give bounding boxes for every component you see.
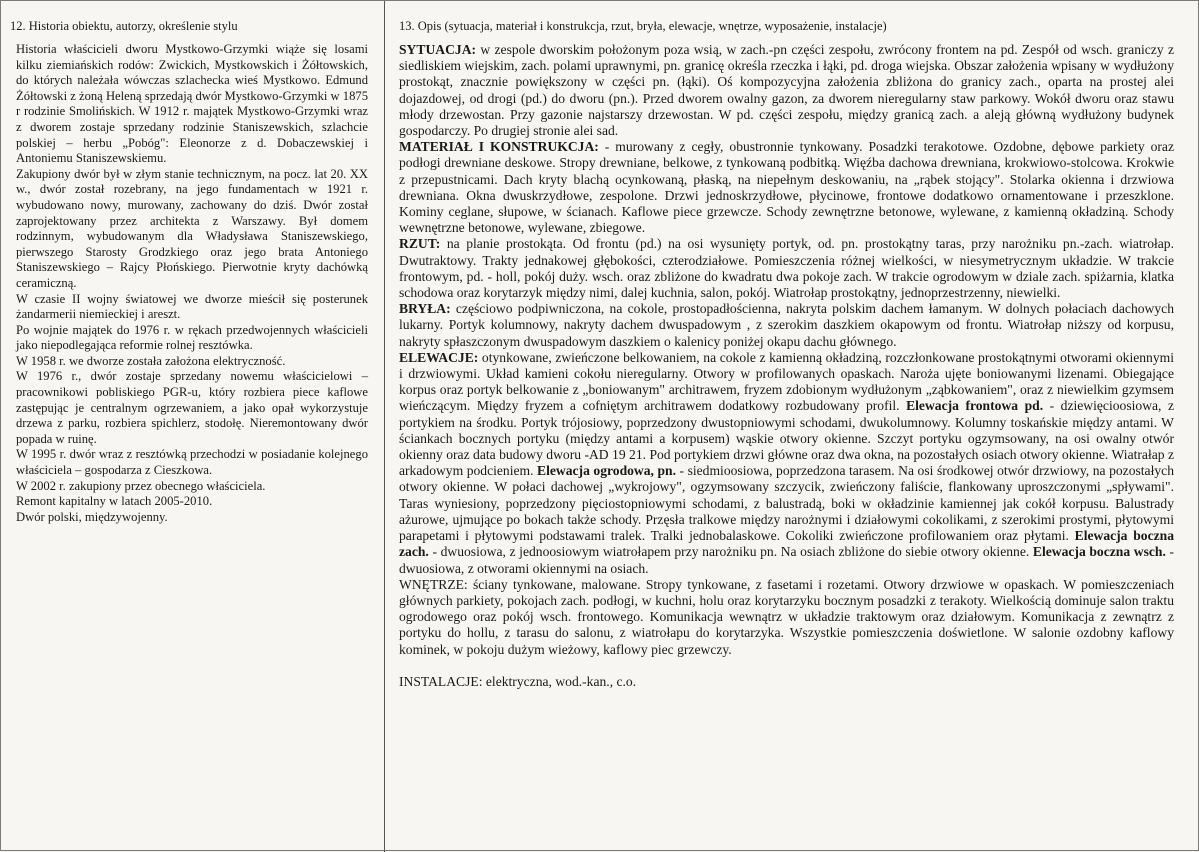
description-heading: 13. Opis (sytuacja, materiał i konstrukcja, rzut, bryła, elewacje, wnętrze, wyposażenie, instalacje) xyxy=(399,19,887,33)
subsection-label: Elewacja ogrodowa, pn. xyxy=(537,463,676,479)
section-material xyxy=(399,139,1174,236)
section-body: na planie prostokąta. Od frontu (pd.) na osi wysunięty portyk, od. pn. prostokątny taras, przy narożniku pn.-zach. wiatrołap. Dwutraktowy. Trakty jednakowej głębokości, czterodziałowe. Pomieszczenia różnej wielkości, w niesymetrycznym układzie. W trakcie frontowym, pd. - holl, pokój duży. wsch. oraz zbliżone do kwadratu dwa pokoje zach. W trakcie ogrodowym w dziale zach. spiżarnia, klatka schodowa oraz korytarzyk między nimi, dalej kuchnia, salon, pokój. Wiatrołap prostokątny, jednoprzestrzenny, niewielki. xyxy=(399,236,1174,301)
section-body: - murowany z cegły, obustronnie tynkowany. Posadzki terakotowe. Ozdobne, dębowe parkiety oraz podłogi drewniane deskowe. Stropy drewniane, belkowe, z tynkowaną podbitką. Więźba dachowa drewniana, krokwiowo-stolcowa. Krokwie z przepustnicami. Dach kryty blachą ocynkowaną, płaską, na niepełnym deskowaniu, na „rąbek stojący". Stolarka okienna i drzwiowa drewniana. Okna dwuskrzydłowe, zespolone. Drzwi jednoskrzydłowe, płycinowe, frontowe dodatkowo ornamentowane i przeszklone. Kominy ceglane, słupowe, w ścianach. Kaflowe piece grzewcze. Schody zewnętrzne betonowe, wylewane, z kamienną okładziną. Schody wewnętrzne betonowe, wylewane, zbiegowe. xyxy=(399,139,1174,236)
section-body: częściowo podpiwniczona, na cokole, prostopadłościenna, nakryta polskim dachem łamanym. W dolnych połaciach dachowych lukarny. Portyk kolumnowy, nakryty dachem dwuspadowym , z szerokim daszkiem okapowym od frontu. Wiatrołap niższy od korpusu, nakryty spłaszczonym dwuspadowym daszkiem o kalenicy poniżej okapu dachu głównego. xyxy=(399,301,1174,349)
history-text xyxy=(16,42,368,525)
style-summary: Dwór polski, międzywojenny. xyxy=(16,509,168,524)
history-column xyxy=(1,1,384,852)
section-label: ELEWACJE: xyxy=(399,349,479,365)
section-body: w zespole dworskim położonym poza wsią, w zach.-pn części zespołu, zwrócony frontem na pd. Zespół od wsch. graniczy z siedliskiem wiejskim, zach. polami uprawnymi, pn. granicę określa rzeczka i łąki, pd. droga wiejska. Obszar założenia wpisany w wydłużony prostokąt, znacznie powiększony w części pn. (łąki). Oś kompozycyjna założenia zbliżona do granicy zach., oparta na prostej alei dojazdowej, od drogi (pd.) do dworu (pn.). Przed dworem owalny gazon, za dworem nieregularny staw parkowy. Wokół dworu oraz stawu młody drzewostan. Przy gazonie najstarszy drzewostan. W pd. części zespołu, między granicą zach. a aleją główną wydłużony budynek gospodarczy. Po drugiej stronie alei sad. xyxy=(399,42,1174,139)
section-body: - dwuosiowa, z otworami okiennymi na osiach. xyxy=(399,544,1174,576)
subsection-label: Elewacja boczna wsch. xyxy=(1032,544,1166,560)
section-label: BRYŁA: xyxy=(399,301,451,317)
section-body: - dwuosiowa, z jednoosiowym wiatrołapem przy narożniku pn. Na osiach zbliżone do siebie otwory okienne. xyxy=(428,544,1033,560)
history-paragraph: W 2002 r. zakupiony przez obecnego właściciela. xyxy=(16,478,266,493)
history-paragraph: Remont kapitalny w latach 2005-2010. xyxy=(16,494,213,509)
history-heading: 12. Historia obiektu, autorzy, określenie stylu xyxy=(10,19,238,33)
section-rzut xyxy=(399,236,1174,301)
history-paragraph: W czasie II wojny światowej we dworze mieścił się posterunek żandarmerii niemieckiej i areszt. xyxy=(16,291,368,322)
description-text xyxy=(399,42,1174,690)
subsection-label: Elewacja frontowa pd. xyxy=(906,398,1044,414)
subsection-label: Elewacja boczna zach. xyxy=(399,528,1175,560)
history-paragraph: W 1995 r. dwór wraz z resztówką przechodzi w posiadanie kolejnego właściciela – gospodarza z Cieszkowa. xyxy=(16,447,368,478)
history-paragraph: W 1976 r., dwór zostaje sprzedany nowemu właścicielowi – pracownikowi pobliskiego PGR-u, który rozbiera piece kaflowe zastępując je centralnym ogrzewaniem, a jako opał wykorzystuje drzewa z parku, rozbiera spichlerz, stodołę. Nieremontowany dwór popada w ruinę. xyxy=(16,369,368,446)
section-body: - siedmioosiowa, poprzedzona tarasem. Na osi środkowej otwór drzwiowy, na pozostałych otwory okienne. W połaci dachowej „wykrojowy", ogzymsowany szczycik, zwieńczony faliście, flankowany uproszczonymi „spływami". Taras wyniesiony, poprzedzony pięciostopniowymi schodami, z balustradą, boki w okładzinie kamiennej jak cokół korpusu. Balustrady ażurowe, ujmujące po bokach także schody. Przęsła tralkowe między narożnymi i działowymi cokolikami, z szerokimi prostymi, płytowymi parapetami i płytowymi podstawami tralek. Tralki jednobalaskowe. Cokoliki zwieńczone profilowaniem oraz płytami. xyxy=(399,463,1174,544)
section-label: RZUT: xyxy=(399,236,441,252)
history-paragraph: Zakupiony dwór był w złym stanie technicznym, na pocz. lat 20. XX w., dwór został rozebrany, na jego fundamentach w 1921 r. wybudowano nowy, murowany, zachowany do dziś. Dwór został zaprojektowany przez architekta z Warszawy. Był domem rodzinnym, wybudowanym dla Władysława Staniszewskiego, pierwszego Starosty Grodzkiego oraz jego brata Antoniego Staniszewskiego – Rajcy Płońskiego. Pierwotnie kryty dachówką ceramiczną. xyxy=(16,166,368,290)
section-sytuacja xyxy=(399,42,1174,139)
description-column xyxy=(385,1,1199,852)
section-instalacje: INSTALACJE: elektryczna, wod.-kan., c.o. xyxy=(399,673,637,689)
section-wnetrze: WNĘTRZE: ściany tynkowane, malowane. Stropy tynkowane, z fasetami i rozetami. Otwory drzwiowe w opaskach. W pomieszczeniach głównych parkiety, pokojach zach. podłogi, w kuchni, holu oraz korytarzyku bocznym posadzki z terakoty. Wielkością dominuje salon traktu ogrodowego oraz pokój wsch. frontowego. Komunikacja wewnątrz w układzie traktowym oraz działowym. Komunikacja z zewnątrz z portyku do hollu, z tarasu do salonu, z wiatrołapu do korytarzyka. Wszystkie pomieszczenia doświetlone. W salonie ozdobny kaflowy kominek, w pokoju dużym wieżowy, kaflowy piec grzewczy. xyxy=(399,576,1174,657)
history-paragraph: Historia właścicieli dworu Mystkowo-Grzymki wiąże się losami kilku ziemiańskich rodów: Zwickich, Mystkowskich i Żółtowskich, do których należała wówczas szlachecka wieś Mystkowo. Edmund Żółtowski z żoną Heleną sprzedają dwór Mystkowo-Grzymki w 1875 r rodzinie Smolińskich. W 1912 r. majątek Mystkowo-Grzymki wraz z dworem zostaje sprzedany rodzinie Staniszewskich, szlachcie polskiej – herbu „Pobóg": Eleonorze z d. Dobaczewskiej i Antoniemu Staniszewskiemu. xyxy=(16,42,368,166)
section-body: otynkowane, zwieńczone belkowaniem, na cokole z kamienną okładziną, rozczłonkowane prostokątnymi otworami okiennymi i drzwiowymi. Układ kamieni cokołu nieregularny. Otwory w profilowanych opaskach. Naroża ujęte boniowanymi lizenami. Obiegające korpus oraz portyk belkowanie z „boniowanym" architrawem, fryzem zdobionym wydłużonym „ząbkowaniem", oraz z niewielkim gzymsem wieńczącym. Między fryzem a cofniętym architrawem dodatkowy rozbudowany profil. xyxy=(399,349,1174,414)
history-paragraph: Po wojnie majątek do 1976 r. w rękach przedwojennych właścicieli jako niepodlegająca reformie rolnej resztówka. xyxy=(16,322,368,353)
section-label: MATERIAŁ I KONSTRUKCJA: xyxy=(399,139,599,155)
history-paragraph: W 1958 r. we dworze została założona elektryczność. xyxy=(16,353,286,368)
section-elewacje xyxy=(399,350,1174,577)
section-bryla xyxy=(399,301,1174,350)
section-body: - dziewięcioosiowa, z portykiem na środku. Portyk trójosiowy, poprzedzony dwustopniowymi schodami, dwukolumnowy. Kolumny toskańskie między antami. W ściankach bocznych portyku (między antami a korpusem) wąskie otwory okienne. Szczyt portyku ogzymsowany, na osi owalny otwór okienny oraz data budowy dworu -AD 19 21. Pod portykiem drzwi główne oraz dwa okna, na pozostałych osiach otwory okienne. Wiatrałap z arkadowym podcieniem. xyxy=(399,398,1174,479)
section-label: SYTUACJA: xyxy=(399,42,477,57)
